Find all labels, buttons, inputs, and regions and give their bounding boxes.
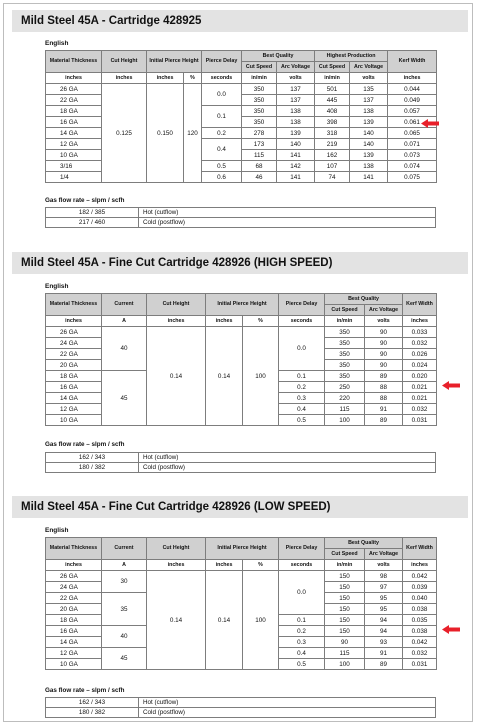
section2-cut-table	[45, 293, 437, 426]
material-cell: 18 GA	[46, 615, 102, 626]
material-cell: 18 GA	[46, 106, 102, 117]
value-cell: 140	[350, 128, 388, 139]
material-cell: 22 GA	[46, 95, 102, 106]
value-cell: 150	[325, 626, 365, 637]
hdr-material-thickness: Material Thickness	[46, 51, 102, 73]
pierce-delay-cell: 0.5	[279, 415, 325, 426]
value-cell: 173	[242, 139, 277, 150]
value-cell: 398	[315, 117, 350, 128]
value-cell: 90	[325, 637, 365, 648]
value-cell: 150	[325, 615, 365, 626]
hdr-best-quality: Best Quality	[242, 51, 315, 62]
value-cell: 0.061	[388, 117, 437, 128]
pierce-delay-cell: 0.0	[279, 327, 325, 371]
material-cell: 10 GA	[46, 659, 102, 670]
hdr-kerf-width: Kerf Width	[403, 538, 437, 560]
hdr-pierce-delay: Pierce Delay	[202, 51, 242, 73]
table-row	[46, 571, 437, 582]
unit-cell: in/min	[242, 73, 277, 84]
value-cell: 139	[277, 128, 315, 139]
unit-cell: inches	[46, 73, 102, 84]
hdr-cut-speed: Cut Speed	[325, 305, 365, 316]
value-cell: 89	[365, 371, 403, 382]
units-row	[46, 316, 437, 327]
pierce-delay-cell: 0.2	[279, 382, 325, 393]
value-cell: 138	[350, 106, 388, 117]
value-cell: 0.073	[388, 150, 437, 161]
gas-row	[46, 463, 436, 473]
value-cell: 91	[365, 404, 403, 415]
value-cell: 115	[325, 648, 365, 659]
section1-gas-table	[45, 207, 436, 228]
pierce-height-cell: 0.14	[206, 327, 243, 426]
value-cell: 219	[315, 139, 350, 150]
hdr-best-quality: Best Quality	[325, 294, 403, 305]
value-cell: 0.020	[403, 371, 437, 382]
value-cell: 115	[242, 150, 277, 161]
cut-height-cell: 0.14	[147, 571, 206, 670]
material-cell: 20 GA	[46, 604, 102, 615]
pierce-delay-cell: 0.5	[279, 659, 325, 670]
value-cell: 89	[365, 659, 403, 670]
unit-cell: inches	[147, 560, 206, 571]
value-cell: 0.038	[403, 604, 437, 615]
gas-row	[46, 708, 436, 718]
red-arrow-icon	[421, 119, 439, 128]
section3-cut-table	[45, 537, 437, 670]
hdr-material-thickness: Material Thickness	[46, 294, 102, 316]
pierce-delay-cell: 0.3	[279, 393, 325, 404]
value-cell: 318	[315, 128, 350, 139]
unit-cell: volts	[350, 73, 388, 84]
unit-cell: inches	[102, 73, 147, 84]
unit-cell: inches	[147, 73, 184, 84]
unit-cell: inches	[403, 316, 437, 327]
section1-language: English	[45, 40, 69, 47]
value-cell: 107	[315, 161, 350, 172]
material-cell: 18 GA	[46, 371, 102, 382]
value-cell: 0.038	[403, 626, 437, 637]
pierce-delay-cell: 0.4	[202, 139, 242, 161]
value-cell: 0.075	[388, 172, 437, 183]
value-cell: 88	[365, 393, 403, 404]
value-cell: 100	[325, 659, 365, 670]
material-cell: 16 GA	[46, 117, 102, 128]
pierce-delay-cell: 0.6	[202, 172, 242, 183]
unit-cell: inches	[206, 560, 243, 571]
cut-height-cell: 0.14	[147, 327, 206, 426]
value-cell: 350	[242, 95, 277, 106]
gas-flow-desc: Cold (postflow)	[139, 218, 436, 228]
table-row	[46, 84, 437, 95]
value-cell: 350	[325, 338, 365, 349]
unit-cell: seconds	[279, 316, 325, 327]
value-cell: 0.031	[403, 415, 437, 426]
hdr-arc-voltage: Arc Voltage	[277, 62, 315, 73]
material-cell: 16 GA	[46, 382, 102, 393]
material-cell: 12 GA	[46, 648, 102, 659]
value-cell: 97	[365, 582, 403, 593]
pierce-delay-cell: 0.5	[202, 161, 242, 172]
gas-flow-desc: Hot (cutflow)	[139, 453, 436, 463]
value-cell: 138	[277, 106, 315, 117]
unit-cell: inches	[46, 316, 102, 327]
material-cell: 22 GA	[46, 593, 102, 604]
gas-flow-value: 217 / 460	[46, 218, 139, 228]
material-cell: 26 GA	[46, 327, 102, 338]
hdr-initial-pierce-height: Initial Pierce Height	[206, 294, 279, 316]
value-cell: 93	[365, 637, 403, 648]
unit-cell: %	[184, 73, 202, 84]
value-cell: 90	[365, 349, 403, 360]
unit-cell: inches	[403, 560, 437, 571]
material-cell: 24 GA	[46, 582, 102, 593]
value-cell: 140	[350, 139, 388, 150]
value-cell: 0.021	[403, 393, 437, 404]
unit-cell: volts	[365, 560, 403, 571]
value-cell: 162	[315, 150, 350, 161]
current-cell: 30	[102, 571, 147, 593]
pierce-height-cell: 0.150	[147, 84, 184, 183]
section1-title: Mild Steel 45A - Cartridge 428925	[12, 10, 468, 32]
pierce-delay-cell: 0.1	[279, 371, 325, 382]
section1-gas-title: Gas flow rate – slpm / scfh	[45, 197, 125, 204]
section2-gas-title: Gas flow rate – slpm / scfh	[45, 441, 125, 448]
value-cell: 0.040	[403, 593, 437, 604]
value-cell: 0.044	[388, 84, 437, 95]
section2-gas-table	[45, 452, 436, 473]
value-cell: 115	[325, 404, 365, 415]
section3-language: English	[45, 527, 69, 534]
hdr-initial-pierce-height: Initial Pierce Height	[147, 51, 202, 73]
value-cell: 0.039	[403, 582, 437, 593]
section3-title: Mild Steel 45A - Fine Cut Cartridge 428926 (LOW SPEED)	[12, 496, 468, 518]
hdr-current: Current	[102, 294, 147, 316]
section1-cut-table	[45, 50, 437, 183]
value-cell: 74	[315, 172, 350, 183]
gas-flow-desc: Hot (cutflow)	[139, 698, 436, 708]
value-cell: 501	[315, 84, 350, 95]
value-cell: 0.065	[388, 128, 437, 139]
value-cell: 0.033	[403, 327, 437, 338]
pierce-delay-cell: 0.4	[279, 404, 325, 415]
value-cell: 88	[365, 382, 403, 393]
value-cell: 0.035	[403, 615, 437, 626]
value-cell: 0.074	[388, 161, 437, 172]
section2-title: Mild Steel 45A - Fine Cut Cartridge 428926 (HIGH SPEED)	[12, 252, 468, 274]
value-cell: 350	[242, 84, 277, 95]
value-cell: 0.071	[388, 139, 437, 150]
hdr-arc-voltage: Arc Voltage	[365, 549, 403, 560]
value-cell: 0.032	[403, 648, 437, 659]
hdr-kerf-width: Kerf Width	[403, 294, 437, 316]
value-cell: 95	[365, 604, 403, 615]
material-cell: 10 GA	[46, 150, 102, 161]
value-cell: 91	[365, 648, 403, 659]
pierce-pct-cell: 120	[184, 84, 202, 183]
pierce-delay-cell: 0.3	[279, 637, 325, 648]
gas-flow-value: 162 / 343	[46, 698, 139, 708]
unit-cell: seconds	[202, 73, 242, 84]
value-cell: 138	[350, 161, 388, 172]
gas-flow-value: 182 / 385	[46, 208, 139, 218]
units-row	[46, 560, 437, 571]
value-cell: 141	[350, 172, 388, 183]
value-cell: 90	[365, 338, 403, 349]
material-cell: 12 GA	[46, 139, 102, 150]
current-cell: 40	[102, 626, 147, 648]
value-cell: 90	[365, 360, 403, 371]
value-cell: 0.026	[403, 349, 437, 360]
hdr-cut-height: Cut Height	[147, 294, 206, 316]
hdr-cut-speed: Cut Speed	[242, 62, 277, 73]
gas-flow-desc: Hot (cutflow)	[139, 208, 436, 218]
value-cell: 0.032	[403, 404, 437, 415]
units-row	[46, 73, 437, 84]
value-cell: 137	[350, 95, 388, 106]
value-cell: 46	[242, 172, 277, 183]
gas-flow-desc: Cold (postflow)	[139, 708, 436, 718]
value-cell: 350	[325, 327, 365, 338]
hdr-pierce-delay: Pierce Delay	[279, 294, 325, 316]
unit-cell: in/min	[315, 73, 350, 84]
value-cell: 100	[325, 415, 365, 426]
cut-height-cell: 0.125	[102, 84, 147, 183]
gas-row	[46, 218, 436, 228]
hdr-material-thickness: Material Thickness	[46, 538, 102, 560]
value-cell: 138	[277, 117, 315, 128]
pierce-pct-cell: 100	[243, 327, 279, 426]
gas-flow-desc: Cold (postflow)	[139, 463, 436, 473]
unit-cell: inches	[388, 73, 437, 84]
value-cell: 137	[277, 95, 315, 106]
unit-cell: inches	[147, 316, 206, 327]
pierce-delay-cell: 0.0	[202, 84, 242, 106]
material-cell: 16 GA	[46, 626, 102, 637]
value-cell: 95	[365, 593, 403, 604]
section3-gas-table	[45, 697, 436, 718]
material-cell: 1/4	[46, 172, 102, 183]
value-cell: 350	[325, 371, 365, 382]
pierce-pct-cell: 100	[243, 571, 279, 670]
pierce-height-cell: 0.14	[206, 571, 243, 670]
value-cell: 0.057	[388, 106, 437, 117]
current-cell: 35	[102, 593, 147, 626]
current-cell: 40	[102, 327, 147, 371]
pierce-delay-cell: 0.1	[202, 106, 242, 128]
unit-cell: %	[243, 560, 279, 571]
gas-row	[46, 453, 436, 463]
value-cell: 0.032	[403, 338, 437, 349]
value-cell: 350	[325, 349, 365, 360]
material-cell: 26 GA	[46, 571, 102, 582]
hdr-current: Current	[102, 538, 147, 560]
value-cell: 408	[315, 106, 350, 117]
unit-cell: inches	[206, 316, 243, 327]
material-cell: 14 GA	[46, 637, 102, 648]
red-arrow-icon	[442, 381, 460, 390]
value-cell: 150	[325, 582, 365, 593]
value-cell: 140	[277, 139, 315, 150]
hdr-kerf-width: Kerf Width	[388, 51, 437, 73]
value-cell: 139	[350, 117, 388, 128]
material-cell: 22 GA	[46, 349, 102, 360]
value-cell: 350	[242, 106, 277, 117]
material-cell: 10 GA	[46, 415, 102, 426]
value-cell: 0.021	[403, 382, 437, 393]
value-cell: 250	[325, 382, 365, 393]
material-cell: 26 GA	[46, 84, 102, 95]
hdr-cut-height: Cut Height	[147, 538, 206, 560]
gas-flow-value: 180 / 382	[46, 708, 139, 718]
material-cell: 24 GA	[46, 338, 102, 349]
value-cell: 90	[365, 327, 403, 338]
unit-cell: in/min	[325, 316, 365, 327]
table-row	[46, 327, 437, 338]
value-cell: 0.049	[388, 95, 437, 106]
pierce-delay-cell: 0.4	[279, 648, 325, 659]
gas-flow-value: 180 / 382	[46, 463, 139, 473]
unit-cell: A	[102, 560, 147, 571]
material-cell: 14 GA	[46, 128, 102, 139]
hdr-cut-height: Cut Height	[102, 51, 147, 73]
value-cell: 68	[242, 161, 277, 172]
material-cell: 12 GA	[46, 404, 102, 415]
hdr-pierce-delay: Pierce Delay	[279, 538, 325, 560]
value-cell: 94	[365, 615, 403, 626]
hdr-cut-speed: Cut Speed	[325, 549, 365, 560]
value-cell: 139	[350, 150, 388, 161]
value-cell: 150	[325, 604, 365, 615]
current-cell: 45	[102, 371, 147, 426]
hdr-best-quality: Best Quality	[325, 538, 403, 549]
unit-cell: volts	[365, 316, 403, 327]
value-cell: 94	[365, 626, 403, 637]
value-cell: 141	[277, 150, 315, 161]
gas-flow-value: 162 / 343	[46, 453, 139, 463]
gas-row	[46, 208, 436, 218]
value-cell: 150	[325, 593, 365, 604]
value-cell: 141	[277, 172, 315, 183]
unit-cell: %	[243, 316, 279, 327]
section3-gas-title: Gas flow rate – slpm / scfh	[45, 687, 125, 694]
material-cell: 3/16	[46, 161, 102, 172]
value-cell: 89	[365, 415, 403, 426]
value-cell: 278	[242, 128, 277, 139]
value-cell: 0.042	[403, 637, 437, 648]
section2-language: English	[45, 283, 69, 290]
red-arrow-icon	[442, 625, 460, 634]
unit-cell: volts	[277, 73, 315, 84]
value-cell: 98	[365, 571, 403, 582]
value-cell: 137	[277, 84, 315, 95]
pierce-delay-cell: 0.0	[279, 571, 325, 615]
pierce-delay-cell: 0.1	[279, 615, 325, 626]
pierce-delay-cell: 0.2	[279, 626, 325, 637]
hdr-arc-voltage: Arc Voltage	[365, 305, 403, 316]
unit-cell: seconds	[279, 560, 325, 571]
unit-cell: A	[102, 316, 147, 327]
hdr-arc-voltage: Arc Voltage	[350, 62, 388, 73]
current-cell: 45	[102, 648, 147, 670]
value-cell: 445	[315, 95, 350, 106]
value-cell: 220	[325, 393, 365, 404]
hdr-cut-speed: Cut Speed	[315, 62, 350, 73]
material-cell: 14 GA	[46, 393, 102, 404]
value-cell: 150	[325, 571, 365, 582]
material-cell: 20 GA	[46, 360, 102, 371]
value-cell: 0.031	[403, 659, 437, 670]
value-cell: 142	[277, 161, 315, 172]
value-cell: 135	[350, 84, 388, 95]
gas-row	[46, 698, 436, 708]
hdr-initial-pierce-height: Initial Pierce Height	[206, 538, 279, 560]
unit-cell: inches	[46, 560, 102, 571]
value-cell: 0.042	[403, 571, 437, 582]
value-cell: 0.024	[403, 360, 437, 371]
pierce-delay-cell: 0.2	[202, 128, 242, 139]
hdr-highest-production: Highest Production	[315, 51, 388, 62]
value-cell: 350	[325, 360, 365, 371]
cut-charts-page	[3, 3, 473, 722]
value-cell: 350	[242, 117, 277, 128]
unit-cell: in/min	[325, 560, 365, 571]
